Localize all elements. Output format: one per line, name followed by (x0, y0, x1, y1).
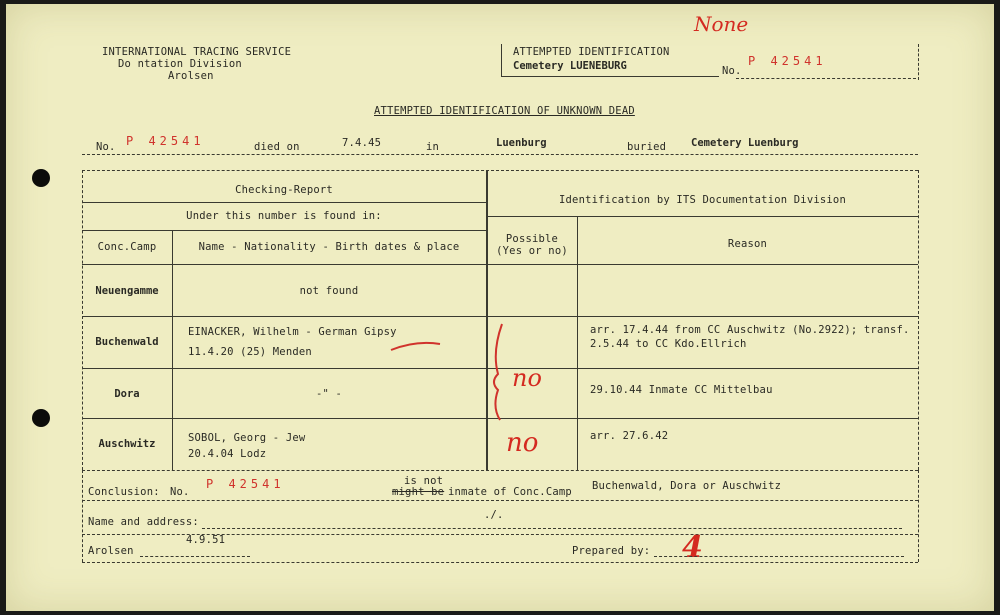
in-value: Luenburg (496, 137, 547, 149)
table-top-line (82, 170, 918, 171)
row-camp-dora: Dora (114, 388, 140, 400)
col-reason-header: Reason (727, 238, 768, 250)
possible-col-divider (577, 216, 578, 470)
row-reason-buchenwald-1: arr. 17.4.44 from CC Auschwitz (No.2922); transf. (590, 324, 910, 336)
record-no-value: P 42541 (126, 134, 205, 148)
prepared-by-initial: 4 (682, 530, 703, 565)
punch-hole-top (32, 169, 50, 187)
table-center-divider-2 (487, 170, 488, 470)
row-birth-buchenwald: 11.4.20 (25) Menden (188, 346, 312, 358)
col-possible-header-2: (Yes or no) (496, 245, 568, 257)
footer-bottom-line (82, 562, 918, 563)
conclusion-line (82, 500, 918, 501)
buried-label: buried (627, 141, 667, 153)
header-no-underline (736, 78, 916, 79)
header-box-title: ATTEMPTED IDENTIFICATION (513, 46, 670, 58)
conclusion-inmate-text: inmate of Conc.Camp (448, 486, 572, 498)
punch-hole-bottom (32, 409, 50, 427)
red-underline-mark (388, 338, 444, 354)
identification-title: Identification by ITS Documentation Division (559, 194, 846, 206)
row-name-neuengamme: not found (299, 285, 359, 297)
died-label: died on (254, 141, 300, 153)
conclusion-might-be: might be (392, 486, 445, 498)
prepared-by-label: Prepared by: (572, 545, 651, 557)
record-line (82, 154, 918, 155)
org-city: Arolsen (168, 70, 214, 82)
identification-title-line (487, 216, 918, 217)
red-bracket-mark (488, 322, 508, 422)
header-box-subtitle: Cemetery LUENEBURG (513, 60, 627, 72)
buried-value: Cemetery Luenburg (691, 137, 799, 149)
row-name-buchenwald: EINACKER, Wilhelm - German Gipsy (188, 326, 397, 338)
org-name: INTERNATIONAL TRACING SERVICE (102, 46, 292, 58)
org-division: Do ntation Division (118, 58, 242, 70)
col-name-header: Name - Nationality - Birth dates & place (198, 241, 460, 253)
header-right-edge (918, 44, 919, 80)
checking-report-subtitle: Under this number is found in: (186, 210, 382, 222)
possible-mark-auschwitz: no (506, 428, 539, 458)
document-card (6, 4, 994, 611)
camp-col-divider (172, 230, 173, 470)
row-camp-auschwitz: Auschwitz (98, 438, 156, 450)
possible-mark-dora: no (512, 364, 542, 392)
handwritten-none: None (694, 12, 749, 36)
prepared-by-dotline (654, 556, 904, 557)
footer-place: Arolsen (88, 545, 134, 557)
footer-date: 4.9.51 (186, 534, 226, 546)
footer-left-edge (82, 470, 83, 562)
name-address-value: ./. (484, 509, 504, 521)
col-camp-header: Conc.Camp (97, 241, 157, 253)
checking-title-line (82, 202, 486, 203)
col-possible-header-1: Possible (505, 233, 559, 245)
died-value: 7.4.45 (342, 137, 382, 149)
conclusion-camps: Buchenwald, Dora or Auschwitz (592, 480, 782, 492)
name-address-dotline (202, 528, 902, 529)
row-name-auschwitz: SOBOL, Georg - Jew (188, 432, 306, 444)
row-birth-auschwitz: 20.4.04 Lodz (188, 448, 267, 460)
page-title: ATTEMPTED IDENTIFICATION OF UNKNOWN DEAD (374, 105, 635, 117)
row-reason-auschwitz: arr. 27.6.42 (590, 430, 669, 442)
conclusion-label: Conclusion: (88, 486, 160, 498)
row-line-1 (82, 316, 918, 317)
header-no-label: No. (722, 65, 742, 77)
header-box-bottom (501, 76, 719, 77)
row-reason-buchenwald-2: 2.5.44 to CC Kdo.Ellrich (590, 338, 747, 350)
row-camp-buchenwald: Buchenwald (95, 336, 159, 348)
table-bottom-line (82, 470, 918, 471)
conclusion-no-value: P 42541 (206, 477, 285, 491)
conclusion-is-not: is not (404, 475, 444, 487)
record-no-label: No. (96, 141, 116, 153)
row-reason-dora: 29.10.44 Inmate CC Mittelbau (590, 384, 773, 396)
in-label: in (426, 141, 440, 153)
table-right-edge (918, 170, 919, 470)
footer-right-edge (918, 470, 919, 562)
conclusion-no-label: No. (170, 486, 190, 498)
checking-subtitle-line (82, 230, 486, 231)
row-camp-neuengamme: Neuengamme (95, 285, 159, 297)
name-address-label: Name and address: (88, 516, 199, 528)
checking-report-title: Checking-Report (235, 184, 333, 196)
header-no-value: P 42541 (748, 54, 827, 68)
header-bottom-line (82, 264, 918, 265)
footer-date-dotline (140, 556, 250, 557)
header-box-left (501, 44, 502, 76)
row-name-dora: -" - (315, 388, 343, 400)
